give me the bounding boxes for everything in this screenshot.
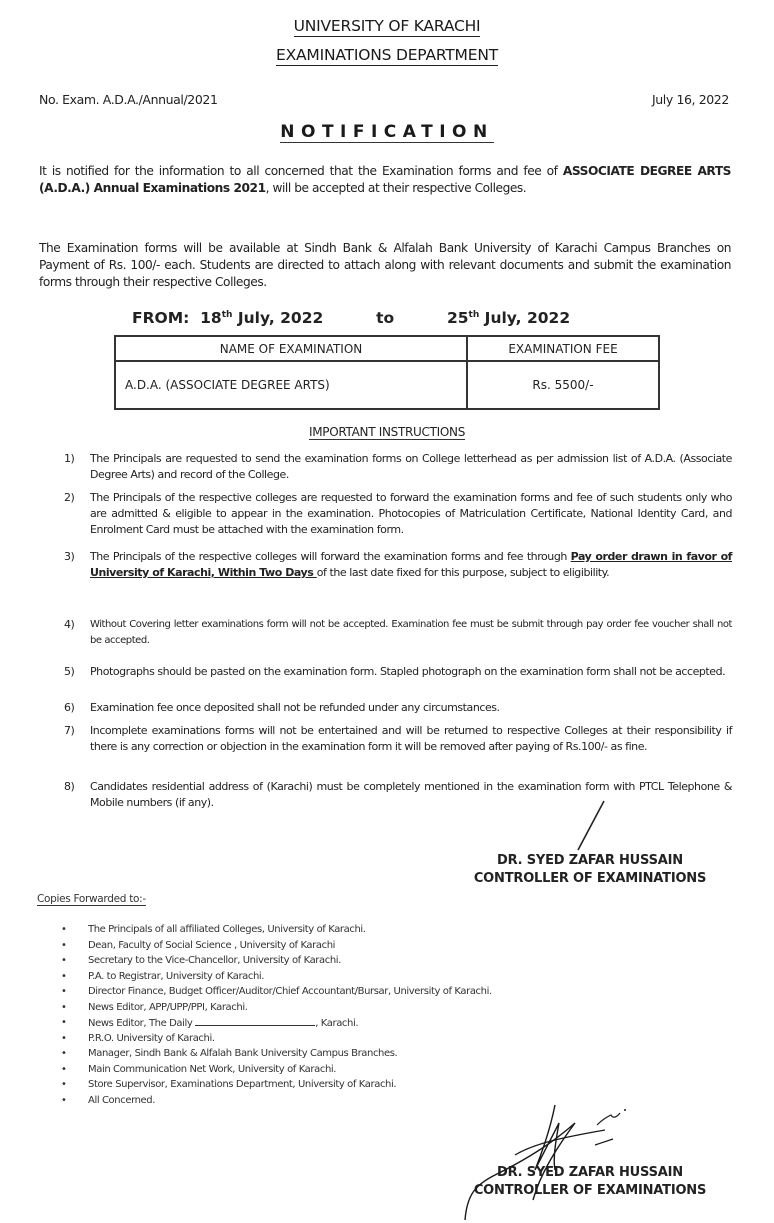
- to-date: 25th July, 2022: [446, 309, 571, 327]
- university-name: UNIVERSITY OF KARACHI: [293, 17, 481, 35]
- to-label: to: [376, 309, 395, 327]
- copies-forwarded-title: Copies Forwarded to:-: [37, 893, 146, 905]
- header-exam-name: NAME OF EXAMINATION: [115, 336, 467, 361]
- submission-schedule: FROM: 18th July, 2022 to 25th July, 2022: [132, 309, 571, 327]
- instructions-title: IMPORTANT INSTRUCTIONS: [308, 425, 466, 439]
- signatory-designation: CONTROLLER OF EXAMINATIONS: [473, 1183, 707, 1198]
- signatory-name: DR. SYED ZAFAR HUSSAIN: [497, 1165, 683, 1180]
- instruction-item: 1) The Principals are requested to send the examination forms on College letterhead as per admission list of A.D.A. (Associate Degree Arts) and record of the College.: [64, 452, 732, 481]
- reference-number: No. Exam. A.D.A./Annual/2021: [39, 92, 218, 107]
- list-item: • Manager, Sindh Bank & Alfalah Bank University Campus Branches.: [55, 1046, 492, 1062]
- notification-title: NOTIFICATION: [280, 122, 494, 142]
- within-two-days-emphasis: Within Two Days: [214, 566, 317, 579]
- signatory-designation: CONTROLLER OF EXAMINATIONS: [473, 871, 707, 886]
- intro-paragraph-1: It is notified for the information to all concerned that the Examination forms and fee of ASSOCIATE DEGREE ARTS (A.D.A.) Annual Examinations 2021, will be accepted at their respective Colleges.: [39, 164, 732, 195]
- department-name: EXAMINATIONS DEPARTMENT: [276, 46, 498, 64]
- copies-list: [55, 922, 492, 1108]
- pay-order-emphasis: Pay order drawn in favor of University of Karachi,: [90, 550, 733, 579]
- intro-paragraph-2: The Examination forms will be available at Sindh Bank & Alfalah Bank University of Karachi Campus Branches on Payment of Rs. 100/- each. Students are directed to attach along with relevant documents and submit the examination forms through their respective Colleges.: [39, 241, 731, 289]
- list-item: • P.R.O. University of Karachi.: [55, 1031, 492, 1047]
- from-date: 18th July, 2022: [200, 309, 324, 327]
- signatory-name: DR. SYED ZAFAR HUSSAIN: [497, 853, 683, 868]
- notification-date: July 16, 2022: [652, 92, 729, 107]
- instruction-item: 6) Examination fee once deposited shall not be refunded under any circumstances.: [64, 701, 500, 714]
- table-row: [115, 361, 659, 409]
- list-item: • Store Supervisor, Examinations Department, University of Karachi.: [55, 1077, 492, 1093]
- fee-table-header: [115, 336, 659, 361]
- header-exam-fee: EXAMINATION FEE: [467, 336, 659, 361]
- list-item: • Dean, Faculty of Social Science , University of Karachi: [55, 938, 492, 954]
- instruction-item: 7) Incomplete examinations forms will not be entertained and will be returned to respective Colleges at their responsibility if there is any correction or objection in the examination form it will be removed after paying of Rs.100/- as fine.: [64, 724, 732, 753]
- instruction-item: 2) The Principals of the respective colleges are requested to forward the examination forms and fee of such students only who are admitted & eligible to appear in the examination. Photocopies of Matriculation Certificate, National Identity Card, and Enrolment Card must be attached with the examination form.: [64, 491, 732, 536]
- list-item: • News Editor, The Daily , Karachi.: [55, 1015, 492, 1031]
- list-item: • All Concerned.: [55, 1093, 492, 1109]
- list-item: • The Principals of all affiliated Colleges, University of Karachi.: [55, 922, 492, 938]
- exam-fee-cell: Rs. 5500/-: [467, 361, 659, 409]
- blank-line: [195, 1015, 315, 1026]
- instruction-item: 4) Without Covering letter examinations form will not be accepted. Examination fee must be submit through pay order fee voucher shall not be accepted.: [64, 618, 732, 646]
- list-item: • Director Finance, Budget Officer/Auditor/Chief Accountant/Bursar, University of Karachi.: [55, 984, 492, 1000]
- list-item: • Main Communication Net Work, University of Karachi.: [55, 1062, 492, 1078]
- instruction-item: 5) Photographs should be pasted on the examination form. Stapled photograph on the examination form shall not be accepted.: [64, 665, 726, 678]
- fee-table: [114, 335, 660, 410]
- list-item: • P.A. to Registrar, University of Karachi.: [55, 969, 492, 985]
- handwritten-signature-icon: [455, 1095, 655, 1223]
- exam-name-cell: A.D.A. (ASSOCIATE DEGREE ARTS): [115, 361, 467, 409]
- instruction-item: 8) Candidates residential address of (Karachi) must be completely mentioned in the examination form with PTCL Telephone & Mobile numbers (if any).: [64, 780, 732, 809]
- signatory-block-1: [440, 852, 740, 888]
- list-item: • Secretary to the Vice-Chancellor, University of Karachi.: [55, 953, 492, 969]
- list-item: • News Editor, APP/UPP/PPI, Karachi.: [55, 1000, 492, 1016]
- signature-mark-icon: [570, 798, 610, 858]
- instruction-item: 3) The Principals of the respective colleges will forward the examination forms and fee through Pay order drawn in favor of University of Karachi, Within Two Days of the last date fixed for this purpose, subject to eligibility.: [64, 550, 733, 579]
- exam-title-bold: ASSOCIATE DEGREE ARTS (A.D.A.) Annual Examinations 2021: [39, 164, 732, 195]
